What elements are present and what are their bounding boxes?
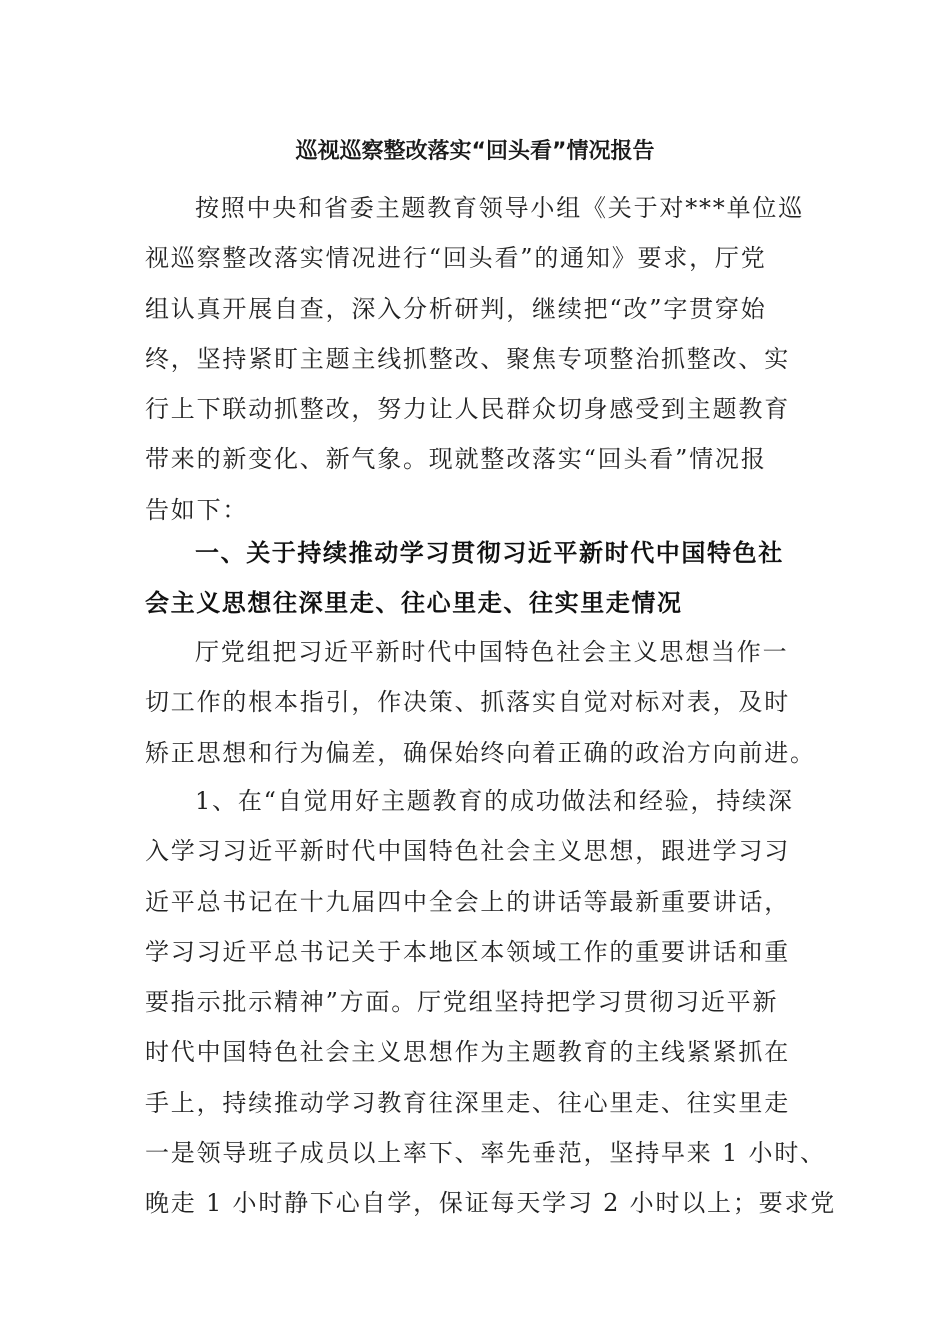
section-heading-line: 会主义思想往深里走、往心里走、往实里走情况 (145, 589, 683, 617)
section-paragraph-line: 厅党组把习近平新时代中国特色社会主义思想当作一 (195, 638, 789, 666)
section-paragraph-line: 切工作的根本指引，作决策、抓落实自觉对标对表，及时 (145, 688, 790, 717)
item-line: 晚走 1 小时静下心自学，保证每天学习 2 小时以上；要求党 (145, 1189, 837, 1218)
intro-line: 终，坚持紧盯主题主线抓整改、聚焦专项整治抓整改、实 (145, 344, 790, 373)
section-heading (145, 528, 807, 628)
intro-line: 告如下： (145, 495, 249, 524)
section-paragraph-line: 矫正思想和行为偏差，确保始终向着正确的政治方向前进。 (145, 738, 816, 767)
intro-line: 按照中央和省委主题教育领导小组《关于对***单位巡 (195, 194, 804, 222)
item-line: 手上，持续推动学习教育往深里走、往心里走、往实里走 (145, 1088, 790, 1117)
item-line: 近平总书记在十九届四中全会上的讲话等最新重要讲话， (145, 887, 790, 916)
intro-line: 带来的新变化、新气象。现就整改落实“回头看”情况报 (145, 445, 767, 474)
intro-paragraph (145, 183, 807, 535)
item-paragraph (145, 776, 837, 1229)
item-line: 1、在“自觉用好主题教育的成功做法和经验，持续深 (195, 787, 794, 815)
item-line: 入学习习近平新时代中国特色社会主义思想，跟进学习习 (145, 837, 790, 866)
item-line: 一是领导班子成员以上率下、率先垂范，坚持早来 1 小时、 (145, 1139, 826, 1168)
intro-line: 视巡察整改落实情况进行“回头看”的通知》要求，厅党 (145, 244, 767, 273)
intro-line: 组认真开展自查，深入分析研判，继续把“改”字贯穿始 (145, 294, 767, 323)
intro-line: 行上下联动抓整改，努力让人民群众切身感受到主题教育 (145, 395, 790, 424)
document-title: 巡视巡察整改落实“回头看”情况报告 (295, 139, 655, 164)
section-heading-line: 一、关于持续推动学习贯彻习近平新时代中国特色社 (195, 539, 784, 567)
item-line: 要指示批示精神”方面。厅党组坚持把学习贯彻习近平新 (145, 988, 779, 1017)
section-paragraph (145, 627, 816, 778)
item-line: 时代中国特色社会主义思想作为主题教育的主线紧紧抓在 (145, 1038, 790, 1067)
item-line: 学习习近平总书记关于本地区本领域工作的重要讲话和重 (145, 937, 790, 966)
